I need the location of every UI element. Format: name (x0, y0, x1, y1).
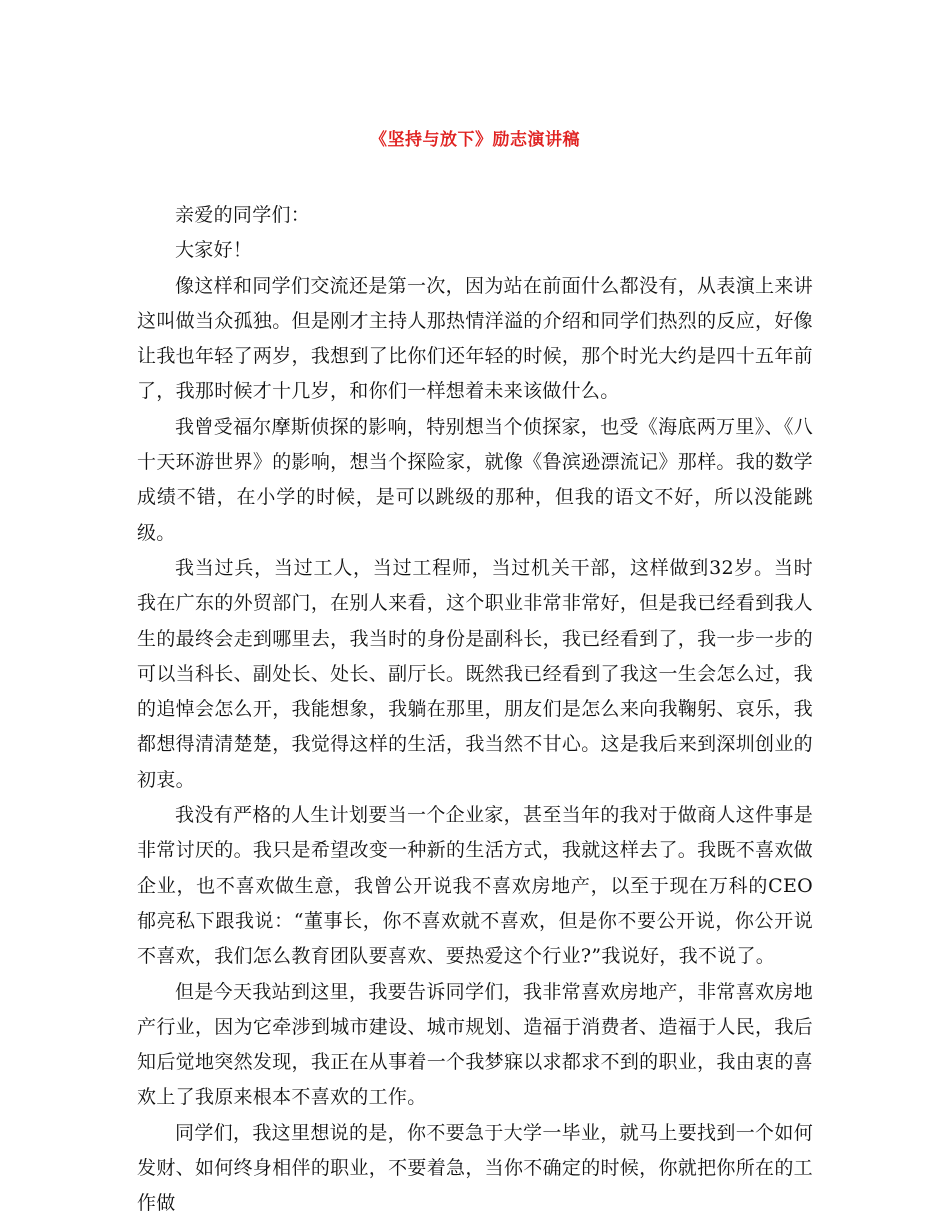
paragraph: 同学们，我这里想说的是，你不要急于大学一毕业，就马上要找到一个如何发财、如何终身相伴的职业，不要着急，当你不确定的时候，你就把你所在的工作做 (137, 1121, 813, 1215)
paragraph: 我曾受福尔摩斯侦探的影响，特别想当个侦探家，也受《海底两万里》、《八十天环游世界》的影响，想当个探险家，就像《鲁滨逊漂流记》那样。我的数学成绩不错，在小学的时候，是可以跳级的那种，但我的语文不好，所以没能跳级。 (137, 415, 813, 544)
document-title: 《坚持与放下》励志演讲稿 (370, 130, 580, 150)
paragraph-greeting: 大家好！ (175, 239, 253, 262)
paragraph: 我没有严格的人生计划要当一个企业家，甚至当年的我对于做商人这件事是非常讨厌的。我只是希望改变一种新的生活方式，我就这样去了。我既不喜欢做企业，也不喜欢做生意，我曾公开说我不喜欢房地产，以至于现在万科的CEO郁亮私下跟我说：“董事长，你不喜欢就不喜欢，但是你不要公开说，你公开说不喜欢，我们怎么教育团队要喜欢、要热爱这个行业?”我说好，我不说了。 (137, 804, 813, 968)
paragraph-salutation: 亲爱的同学们： (175, 204, 311, 226)
paragraph: 像这样和同学们交流还是第一次，因为站在前面什么都没有，从表演上来讲这叫做当众孤独。但是刚才主持人那热情洋溢的介绍和同学们热烈的反应，好像让我也年轻了两岁，我想到了比你们还年轻的时候，那个时光大约是四十五年前了，我那时候才十几岁，和你们一样想着未来该做什么。 (137, 274, 813, 403)
document-body (137, 198, 813, 1222)
paragraph: 但是今天我站到这里，我要告诉同学们，我非常喜欢房地产，非常喜欢房地产行业，因为它牵涉到城市建设、城市规划、造福于消费者、造福于人民，我后知后觉地突然发现，我正在从事着一个我梦寐以求都求不到的职业，我由衷的喜欢上了我原来根本不喜欢的工作。 (137, 980, 813, 1109)
paragraph: 我当过兵，当过工人，当过工程师，当过机关干部，这样做到32岁。当时我在广东的外贸部门，在别人来看，这个职业非常非常好，但是我已经看到我人生的最终会走到哪里去，我当时的身份是副科长，我已经看到了，我一步一步的可以当科长、副处长、处长、副厅长。既然我已经看到了我这一生会怎么过，我的追悼会怎么开，我能想象，我躺在那里，朋友们是怎么来向我鞠躬、哀乐，我都想得清清楚楚，我觉得这样的生活，我当然不甘心。这是我后来到深圳创业的初衷。 (137, 556, 813, 791)
